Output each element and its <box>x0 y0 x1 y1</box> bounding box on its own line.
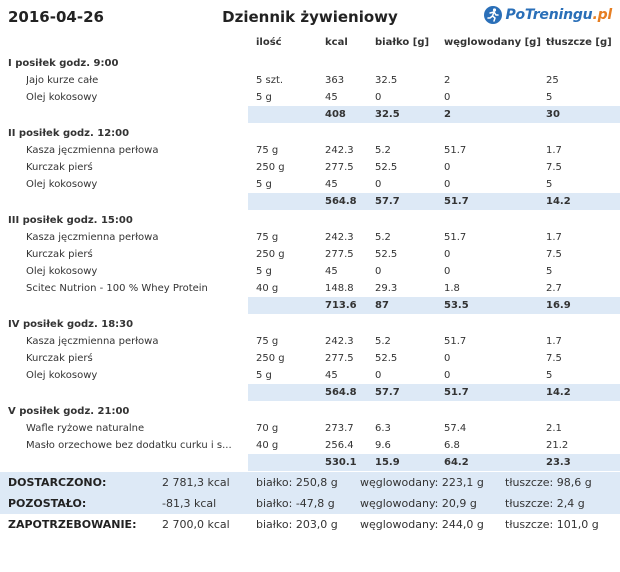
meal-title <box>0 401 620 420</box>
food-carbs: 0 <box>444 266 451 277</box>
food-carbs: 2 <box>444 75 451 86</box>
sum-kcal: 564.8 <box>325 387 357 398</box>
brand-logo[interactable] <box>483 5 612 25</box>
food-fat: 7.5 <box>546 162 562 173</box>
food-qty: 5 g <box>256 266 272 277</box>
food-protein: 0 <box>375 370 382 381</box>
food-kcal: 45 <box>325 179 338 190</box>
total-protein: białko: -47,8 g <box>256 497 335 510</box>
food-qty: 40 g <box>256 283 279 294</box>
food-qty: 5 g <box>256 92 272 103</box>
food-protein: 29.3 <box>375 283 398 294</box>
food-carbs: 51.7 <box>444 336 467 347</box>
col-kcal: kcal <box>325 37 348 48</box>
food-name: Kurczak pierś <box>26 249 93 260</box>
page-title: Dziennik żywieniowy <box>222 8 398 26</box>
total-fat: tłuszcze: 2,4 g <box>505 497 585 510</box>
food-qty: 75 g <box>256 336 279 347</box>
food-protein: 6.3 <box>375 423 391 434</box>
food-row[interactable] <box>0 437 620 454</box>
food-carbs: 51.7 <box>444 232 467 243</box>
food-kcal: 45 <box>325 92 338 103</box>
food-fat: 1.7 <box>546 145 562 156</box>
total-carbs: węglowodany: 244,0 g <box>360 518 484 531</box>
total-protein: białko: 203,0 g <box>256 518 338 531</box>
food-name: Wafle ryżowe naturalne <box>26 423 145 434</box>
food-row[interactable] <box>0 350 620 367</box>
food-carbs: 0 <box>444 353 451 364</box>
sum-fat: 16.9 <box>546 300 571 311</box>
food-qty: 250 g <box>256 249 285 260</box>
food-row[interactable] <box>0 72 620 89</box>
food-fat: 5 <box>546 266 553 277</box>
sum-protein: 57.7 <box>375 196 400 207</box>
food-qty: 5 g <box>256 179 272 190</box>
food-qty: 5 g <box>256 370 272 381</box>
food-kcal: 242.3 <box>325 336 354 347</box>
food-fat: 25 <box>546 75 559 86</box>
food-protein: 0 <box>375 266 382 277</box>
total-label: ZAPOTRZEBOWANIE: <box>8 518 137 531</box>
total-protein: białko: 250,8 g <box>256 476 338 489</box>
meal-sum-row <box>248 106 620 123</box>
meal-title <box>0 210 620 229</box>
food-row[interactable] <box>0 229 620 246</box>
total-row <box>0 472 620 493</box>
sum-protein: 15.9 <box>375 457 400 468</box>
food-row[interactable] <box>0 420 620 437</box>
sum-kcal: 713.6 <box>325 300 357 311</box>
food-row[interactable] <box>0 176 620 193</box>
food-row[interactable] <box>0 246 620 263</box>
food-kcal: 242.3 <box>325 145 354 156</box>
total-row <box>0 493 620 514</box>
food-name: Kurczak pierś <box>26 162 93 173</box>
logo-text: PoTreningu.pl <box>505 7 612 23</box>
sum-fat: 14.2 <box>546 387 571 398</box>
food-protein: 52.5 <box>375 353 398 364</box>
sum-kcal: 530.1 <box>325 457 357 468</box>
food-name: Masło orzechowe bez dodatku curku i s... <box>26 440 232 451</box>
food-qty: 250 g <box>256 162 285 173</box>
food-kcal: 273.7 <box>325 423 354 434</box>
meals-table <box>0 34 620 471</box>
total-kcal: 2 781,3 kcal <box>162 476 230 489</box>
food-fat: 5 <box>546 92 553 103</box>
food-carbs: 0 <box>444 162 451 173</box>
sum-carbs: 51.7 <box>444 387 469 398</box>
food-fat: 21.2 <box>546 440 569 451</box>
food-fat: 2.7 <box>546 283 562 294</box>
food-kcal: 148.8 <box>325 283 354 294</box>
meal-title-text: III posiłek godz. 15:00 <box>8 215 133 226</box>
sum-fat: 30 <box>546 109 560 120</box>
food-protein: 0 <box>375 179 382 190</box>
food-fat: 5 <box>546 370 553 381</box>
meal-title <box>0 123 620 142</box>
food-name: Olej kokosowy <box>26 179 98 190</box>
sum-carbs: 53.5 <box>444 300 469 311</box>
meal-title-text: V posiłek godz. 21:00 <box>8 406 130 417</box>
food-kcal: 242.3 <box>325 232 354 243</box>
daily-totals <box>0 472 620 535</box>
total-fat: tłuszcze: 101,0 g <box>505 518 599 531</box>
sum-carbs: 64.2 <box>444 457 469 468</box>
sum-protein: 87 <box>375 300 389 311</box>
food-qty: 70 g <box>256 423 279 434</box>
header <box>0 0 620 34</box>
food-protein: 5.2 <box>375 232 391 243</box>
food-name: Olej kokosowy <box>26 370 98 381</box>
total-kcal: -81,3 kcal <box>162 497 217 510</box>
col-carbs: węglowodany [g] <box>444 37 541 48</box>
food-qty: 75 g <box>256 232 279 243</box>
diary-date: 2016-04-26 <box>8 8 104 26</box>
food-carbs: 57.4 <box>444 423 467 434</box>
meal-title-text: II posiłek godz. 12:00 <box>8 128 130 139</box>
food-name: Jajo kurze całe <box>26 75 99 86</box>
food-protein: 0 <box>375 92 382 103</box>
meal-title-text: IV posiłek godz. 18:30 <box>8 319 134 330</box>
food-carbs: 0 <box>444 179 451 190</box>
food-carbs: 51.7 <box>444 145 467 156</box>
total-carbs: węglowodany: 223,1 g <box>360 476 484 489</box>
food-fat: 5 <box>546 179 553 190</box>
sum-fat: 14.2 <box>546 196 571 207</box>
total-carbs: węglowodany: 20,9 g <box>360 497 477 510</box>
food-fat: 7.5 <box>546 249 562 260</box>
meal-title-text: I posiłek godz. 9:00 <box>8 58 119 69</box>
food-qty: 75 g <box>256 145 279 156</box>
food-kcal: 277.5 <box>325 353 354 364</box>
food-name: Olej kokosowy <box>26 266 98 277</box>
total-label: DOSTARCZONO: <box>8 476 107 489</box>
meal-title <box>0 314 620 333</box>
food-name: Kurczak pierś <box>26 353 93 364</box>
food-protein: 5.2 <box>375 145 391 156</box>
food-protein: 9.6 <box>375 440 391 451</box>
food-kcal: 45 <box>325 266 338 277</box>
col-fat: tłuszcze [g] <box>546 37 612 48</box>
col-qty: ilość <box>256 37 282 48</box>
food-row[interactable] <box>0 159 620 176</box>
food-name: Scitec Nutrion - 100 % Whey Protein <box>26 283 208 294</box>
food-carbs: 1.8 <box>444 283 460 294</box>
food-protein: 32.5 <box>375 75 398 86</box>
meal-sum-row <box>248 454 620 471</box>
total-label: POZOSTAŁO: <box>8 497 87 510</box>
food-fat: 7.5 <box>546 353 562 364</box>
food-kcal: 256.4 <box>325 440 354 451</box>
food-carbs: 0 <box>444 370 451 381</box>
sum-fat: 23.3 <box>546 457 571 468</box>
food-row[interactable] <box>0 333 620 350</box>
food-protein: 52.5 <box>375 249 398 260</box>
food-qty: 40 g <box>256 440 279 451</box>
sum-protein: 57.7 <box>375 387 400 398</box>
food-carbs: 0 <box>444 92 451 103</box>
total-row <box>0 514 620 535</box>
sum-carbs: 51.7 <box>444 196 469 207</box>
food-name: Kasza jęczmienna perłowa <box>26 145 159 156</box>
runner-icon <box>483 5 503 25</box>
col-protein: białko [g] <box>375 37 430 48</box>
food-carbs: 6.8 <box>444 440 460 451</box>
meal-sum-row <box>248 297 620 314</box>
meal-sum-row <box>248 384 620 401</box>
total-kcal: 2 700,0 kcal <box>162 518 230 531</box>
food-kcal: 277.5 <box>325 249 354 260</box>
sum-carbs: 2 <box>444 109 451 120</box>
food-row[interactable] <box>0 280 620 297</box>
food-row[interactable] <box>0 142 620 159</box>
food-name: Kasza jęczmienna perłowa <box>26 232 159 243</box>
meal-sum-row <box>248 193 620 210</box>
sum-protein: 32.5 <box>375 109 400 120</box>
column-headers <box>0 34 620 53</box>
food-row[interactable] <box>0 367 620 384</box>
food-qty: 5 szt. <box>256 75 284 86</box>
food-kcal: 45 <box>325 370 338 381</box>
food-qty: 250 g <box>256 353 285 364</box>
total-fat: tłuszcze: 98,6 g <box>505 476 592 489</box>
food-protein: 52.5 <box>375 162 398 173</box>
food-fat: 2.1 <box>546 423 562 434</box>
meal-title <box>0 53 620 72</box>
food-protein: 5.2 <box>375 336 391 347</box>
food-fat: 1.7 <box>546 336 562 347</box>
sum-kcal: 564.8 <box>325 196 357 207</box>
sum-kcal: 408 <box>325 109 346 120</box>
food-fat: 1.7 <box>546 232 562 243</box>
food-name: Olej kokosowy <box>26 92 98 103</box>
food-kcal: 277.5 <box>325 162 354 173</box>
food-row[interactable] <box>0 89 620 106</box>
food-kcal: 363 <box>325 75 345 86</box>
food-row[interactable] <box>0 263 620 280</box>
food-name: Kasza jęczmienna perłowa <box>26 336 159 347</box>
food-carbs: 0 <box>444 249 451 260</box>
